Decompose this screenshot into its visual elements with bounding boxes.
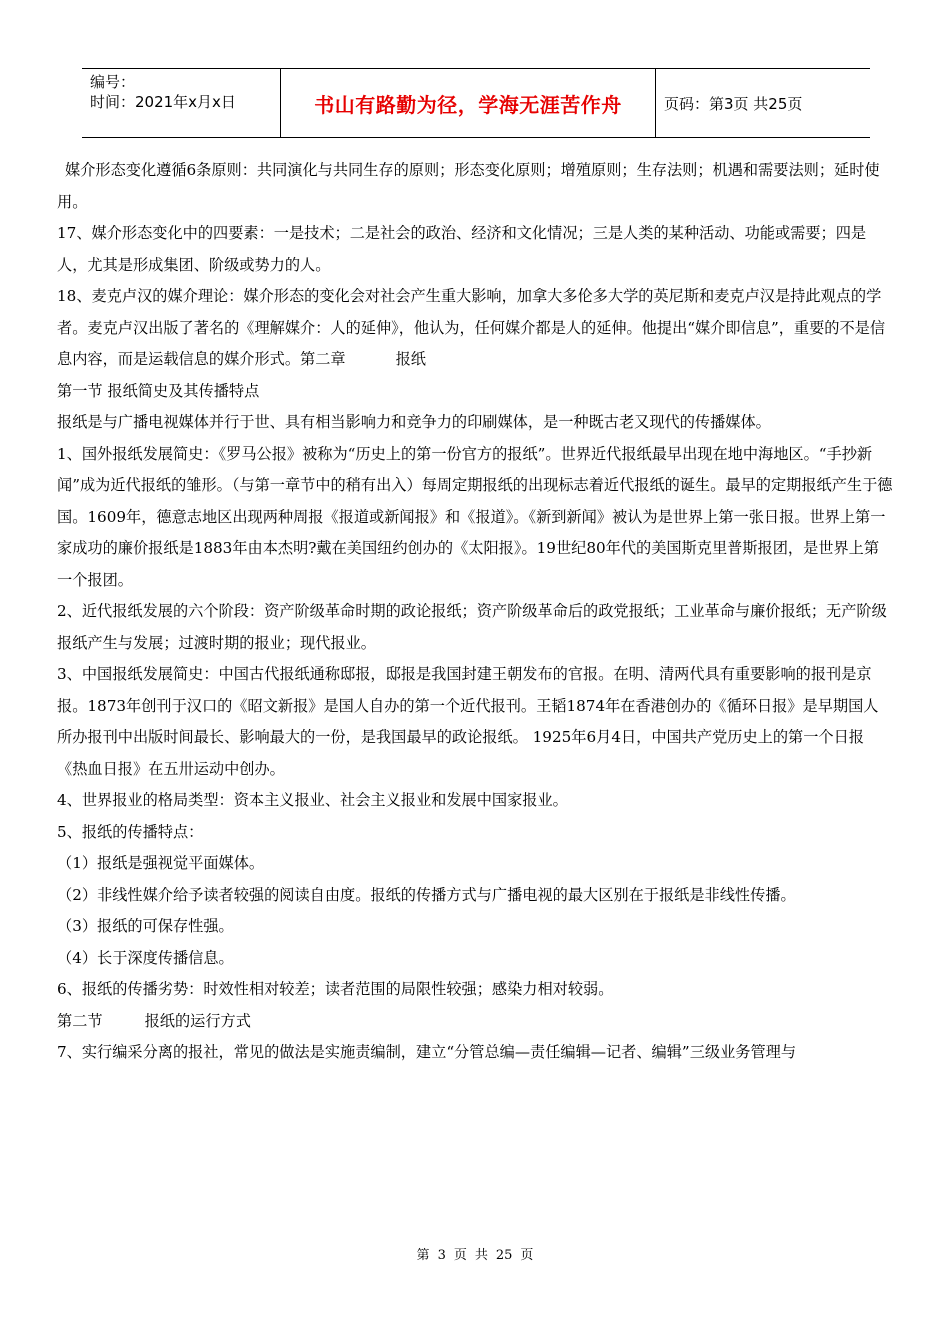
footer-ye-2: 页 bbox=[520, 1248, 534, 1263]
paragraph: 4、世界报业的格局类型：资本主义报业、社会主义报业和发展中国家报业。 bbox=[57, 791, 568, 809]
paragraph-text: 18、麦克卢汉的媒介理论：媒介形态的变化会对社会产生重大影响，加拿大多伦多大学的英尼斯和麦克卢汉是持此观点的学者。麦克卢汉出版了著名的《理解媒介：人的延伸》，他认为，任何媒介都是人的延伸。他提出“媒介即信息”，重要的不是信息内容，而是运载信息的媒介形式。第二章 bbox=[57, 287, 886, 368]
number-label: 编号： bbox=[90, 73, 136, 91]
page-footer bbox=[0, 1244, 950, 1263]
footer-page-number: 3 bbox=[437, 1248, 446, 1263]
section-heading: 第一节 报纸简史及其传播特点 bbox=[57, 381, 260, 400]
paragraph: 17、媒介形态变化中的四要素：一是技术；二是社会的政治、经济和文化情况；三是人类的某种活动、功能或需要；四是人，尤其是形成集团、阶级或势力的人。 bbox=[57, 224, 867, 274]
list-item: （4）长于深度传播信息。 bbox=[57, 948, 234, 967]
paragraph: 7、实行编采分离的报社，常见的做法是实施责编制，建立“分管总编—责任编辑—记者、编辑”三级业务管理与 bbox=[57, 1043, 797, 1061]
paragraph bbox=[57, 281, 893, 376]
header-motto: 书山有路勤为径，学海无涯苦作舟 bbox=[281, 69, 656, 137]
footer-total-pages: 25 bbox=[495, 1248, 513, 1263]
list-item: （3）报纸的可保存性强。 bbox=[57, 917, 234, 935]
time-label: 时间：2021年x月x日 bbox=[90, 93, 236, 111]
paragraph: 1、国外报纸发展简史：《罗马公报》被称为“历史上的第一份官方的报纸”。世界近代报纸最早出现在地中海地区。“手抄新闻”成为近代报纸的雏形。（与第一章节中的稍有出入）每周定期报纸的出现标志着近代报纸的诞生。最早的定期报纸产生于德国。1609年，德意志地区出现两种周报《报道或新闻报》和《报道》。《新到新闻》被认为是世界上第一张日报。世界上第一家成功的廉价报纸是1883年由本杰明?戴在美国纽约创办的《太阳报》。19世纪80年代的美国斯克里普斯报团，是世界上第一个报团。 bbox=[57, 444, 893, 589]
paragraph: 媒介形态变化遵循6条原则：共同演化与共同生存的原则；形态变化原则；增殖原则；生存法则；机遇和需要法则；延时使用。 bbox=[57, 161, 880, 211]
section-heading bbox=[57, 1006, 893, 1038]
paragraph: 5、报纸的传播特点： bbox=[57, 822, 204, 841]
page-header bbox=[82, 68, 870, 138]
header-page-info: 页码：第3页 共25页 bbox=[664, 94, 803, 113]
paragraph: 2、近代报纸发展的六个阶段：资产阶级革命时期的政论报纸；资产阶级革命后的政党报纸；工业革命与廉价报纸；无产阶级报纸产生与发展；过渡时期的报业；现代报业。 bbox=[57, 602, 887, 652]
list-item: （2）非线性媒介给予读者较强的阅读自由度。报纸的传播方式与广播电视的最大区别在于报纸是非线性传播。 bbox=[57, 885, 796, 904]
list-item: （1）报纸是强视觉平面媒体。 bbox=[57, 854, 265, 872]
section-number: 第二节 bbox=[57, 1011, 103, 1030]
chapter-title: 报纸 bbox=[395, 350, 426, 368]
header-meta bbox=[82, 69, 281, 137]
paragraph: 报纸是与广播电视媒体并行于世、具有相当影响力和竞争力的印刷媒体，是一种既古老又现代的传播媒体。 bbox=[57, 413, 771, 431]
paragraph: 6、报纸的传播劣势：时效性相对较差；读者范围的局限性较强；感染力相对较弱。 bbox=[57, 980, 614, 998]
footer-ye: 页 bbox=[453, 1248, 467, 1263]
paragraph: 3、中国报纸发展简史：中国古代报纸通称邸报，邸报是我国封建王朝发布的官报。在明、清两代具有重要影响的报刊是京报。1873年创刊于汉口的《昭文新报》是国人自办的第一个近代报刊。王韬1874年在香港创办的《循环日报》是早期国人所办报刊中出版时间最长、影响最大的一份，是我国最早的政论报纸。 1925年6月4日，中国共产党历史上的第一个日报《热血日报》在五卅运动中创办。 bbox=[57, 665, 879, 778]
document-body bbox=[57, 155, 893, 1069]
section-title: 报纸的运行方式 bbox=[144, 1011, 251, 1030]
footer-gong: 共 bbox=[474, 1248, 488, 1263]
footer-di: 第 bbox=[416, 1248, 430, 1263]
